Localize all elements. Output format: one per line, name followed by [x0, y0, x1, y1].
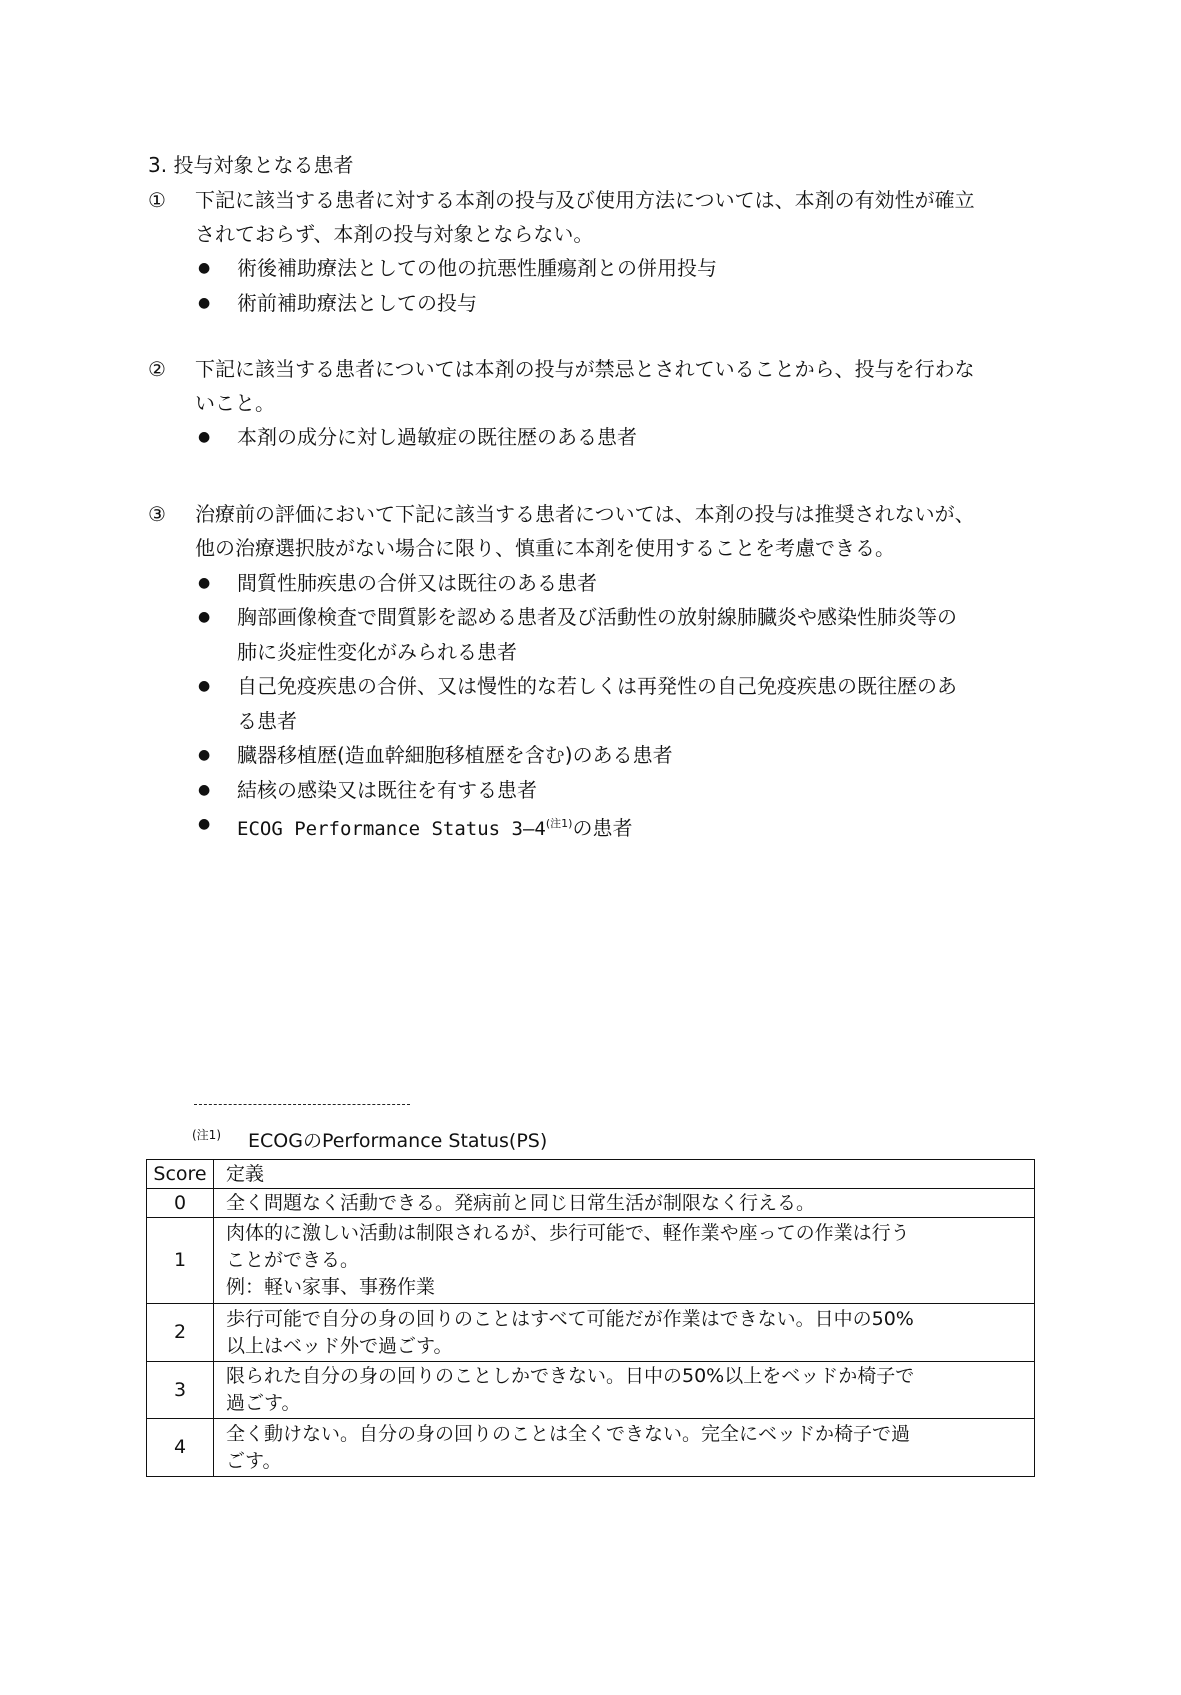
definition-line: 全く動けない。自分の身の回りのことは全くできない。完全にベッドか椅子で過: [226, 1422, 911, 1445]
paragraph-line: されておらず、本剤の投与対象とならない。: [195, 222, 594, 246]
definition-line: ことができる。: [226, 1249, 360, 1271]
bullet-item-line: る患者: [237, 709, 297, 733]
bullet-item-line: 本剤の成分に対し過敏症の既往歴のある患者: [237, 425, 637, 449]
table-row: [147, 1362, 1035, 1419]
bullet-icon: ●: [198, 260, 211, 276]
bullet-item-line: 術前補助療法としての投与: [237, 291, 477, 315]
footnote-title: ECOGのPerformance Status(PS): [248, 1130, 548, 1152]
score-cell: 2: [147, 1304, 214, 1362]
bullet-icon: ●: [198, 295, 211, 311]
bullet-item-line: 術後補助療法としての他の抗悪性腫瘍剤との併用投与: [237, 256, 717, 280]
definition-cell: [214, 1218, 1035, 1304]
table-header-row: [147, 1160, 1035, 1189]
definition-line: 全く問題なく活動できる。発病前と同じ日常生活が制限なく行える。: [226, 1191, 816, 1214]
bullet-item-line: 自己免疫疾患の合併、又は慢性的な若しくは再発性の自己免疫疾患の既往歴のあ: [237, 674, 957, 698]
definition-cell: [214, 1304, 1035, 1362]
header-score: Score: [147, 1160, 214, 1189]
bullet-item-line: 肺に炎症性変化がみられる患者: [237, 640, 517, 664]
table-row: [147, 1218, 1035, 1304]
table-row: [147, 1419, 1035, 1477]
bullet-item-ecog: [237, 811, 632, 842]
definition-cell: [214, 1189, 1035, 1218]
section-marker: ③: [148, 502, 166, 526]
definition-line: 例：軽い家事、事務作業: [226, 1276, 436, 1298]
paragraph-line: 下記に該当する患者については本剤の投与が禁忌とされていることから、投与を行わな: [195, 357, 975, 381]
bullet-icon: ●: [198, 678, 211, 694]
footnote-separator: [194, 1104, 410, 1105]
definition-cell: [214, 1419, 1035, 1477]
bullet-icon: ●: [198, 747, 211, 763]
ecog-suffix: の患者: [572, 816, 633, 840]
section-marker: ①: [148, 188, 166, 212]
definition-line: 肉体的に激しい活動は制限されるが、歩行可能で、軽作業や座っての作業は行う: [226, 1222, 910, 1244]
footnote-mark: (注1): [192, 1128, 221, 1142]
definition-line: 以上はベッド外で過ごす。: [226, 1334, 453, 1357]
score-cell: 1: [147, 1218, 214, 1304]
definition-line: 過ごす。: [226, 1392, 301, 1414]
bullet-item-line: 間質性肺疾患の合併又は既往のある患者: [237, 571, 597, 595]
bullet-icon: ●: [198, 609, 211, 625]
section-marker: ②: [148, 357, 166, 381]
score-cell: 4: [147, 1419, 214, 1477]
score-cell: 3: [147, 1362, 214, 1419]
definition-line: 歩行可能で自分の身の回りのことはすべて可能だが作業はできない。日中の50%: [226, 1307, 914, 1330]
paragraph-line: 他の治療選択肢がない場合に限り、慎重に本剤を使用することを考慮できる。: [195, 536, 895, 560]
definition-cell: [214, 1362, 1035, 1419]
bullet-icon: ●: [198, 575, 211, 591]
paragraph-line: 治療前の評価において下記に該当する患者については、本剤の投与は推奨されないが、: [195, 502, 975, 526]
table-row: [147, 1189, 1035, 1218]
ecog-text: ECOG Performance Status 3―4: [237, 818, 546, 840]
ecog-ps-table: [146, 1159, 1035, 1477]
table-row: [147, 1304, 1035, 1362]
bullet-item-line: 結核の感染又は既往を有する患者: [237, 778, 537, 802]
section-heading: 3. 投与対象となる患者: [148, 153, 354, 177]
bullet-icon: ●: [198, 816, 211, 832]
bullet-icon: ●: [198, 429, 211, 445]
header-definition: 定義: [214, 1160, 1035, 1189]
paragraph-line: 下記に該当する患者に対する本剤の投与及び使用方法については、本剤の有効性が確立: [195, 188, 975, 212]
footnote-ref: (注1): [545, 817, 573, 830]
definition-line: ごす。: [226, 1449, 282, 1472]
bullet-icon: ●: [198, 782, 211, 798]
paragraph-line: いこと。: [195, 391, 275, 415]
bullet-item-line: 胸部画像検査で間質影を認める患者及び活動性の放射線肺臓炎や感染性肺炎等の: [237, 605, 957, 629]
definition-line: 限られた自分の身の回りのことしかできない。日中の50%以上をベッドか椅子で: [226, 1365, 915, 1387]
score-cell: 0: [147, 1189, 214, 1218]
bullet-item-line: 臓器移植歴(造血幹細胞移植歴を含む)のある患者: [237, 743, 673, 767]
